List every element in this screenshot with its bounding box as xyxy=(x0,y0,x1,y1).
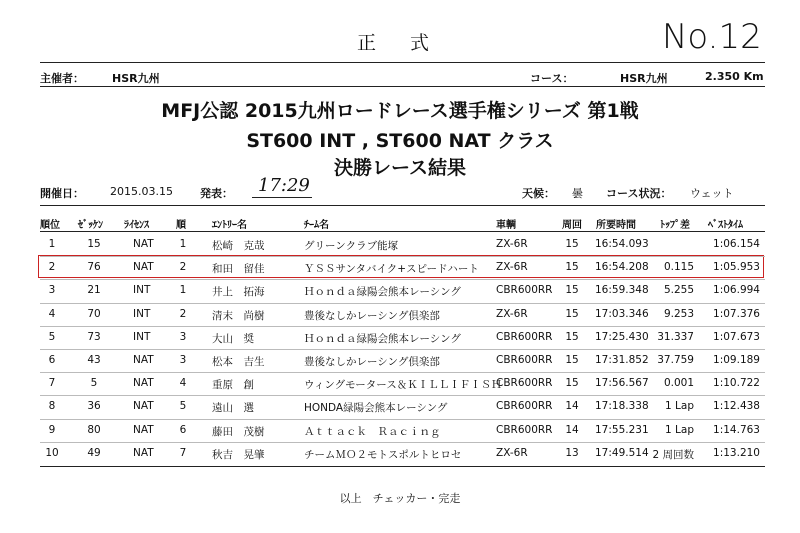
col-best-header: ﾍﾞｽﾄﾀｲﾑ xyxy=(708,220,743,231)
gap-cell: 31.337 xyxy=(657,330,694,343)
col-jun-header: 順 xyxy=(176,220,186,231)
total-time-cell: 16:54.208 xyxy=(595,261,649,274)
vehicle-cell: CBR600RR xyxy=(496,423,553,436)
announce-label: 発表： xyxy=(200,187,233,200)
bib-cell: 15 xyxy=(87,238,101,250)
col-time-header: 所要時間 xyxy=(596,220,636,231)
vehicle-cell: CBR600RR xyxy=(496,284,553,297)
best-time-cell: 1:07.376 xyxy=(713,307,760,320)
license-cell: NAT xyxy=(133,261,154,274)
team-cell: 豊後なしかレーシング倶楽部 xyxy=(304,309,440,322)
total-time-cell: 17:55.231 xyxy=(595,423,649,436)
table-row xyxy=(0,234,800,256)
gap-cell: 0.001 xyxy=(663,377,694,390)
position-cell: 6 xyxy=(48,354,56,366)
license-cell: INT xyxy=(133,307,151,320)
bib-cell: 36 xyxy=(87,400,101,413)
class-rank-cell: 6 xyxy=(179,423,187,436)
course-distance: 2.350 Km xyxy=(705,70,764,83)
vehicle-cell: CBR600RR xyxy=(496,400,553,413)
course-value: HSR九州 xyxy=(620,72,668,85)
total-time-cell: 17:31.852 xyxy=(595,354,649,366)
team-cell: グリーンクラブ能塚 xyxy=(304,240,399,252)
best-time-cell: 1:14.763 xyxy=(713,423,760,436)
team-cell: HONDA緑陽会熊本レーシング xyxy=(304,402,448,415)
position-cell: 2 xyxy=(48,261,56,274)
vehicle-cell: ZX-6R xyxy=(496,261,528,274)
best-time-cell: 1:13.210 xyxy=(713,446,760,459)
license-cell: NAT xyxy=(133,400,154,413)
position-cell: 1 xyxy=(48,238,56,250)
license-cell: NAT xyxy=(133,354,154,366)
vehicle-cell: CBR600RR xyxy=(496,377,553,390)
position-cell: 10 xyxy=(45,446,59,459)
table-row xyxy=(0,257,800,279)
laps-cell: 15 xyxy=(565,377,579,390)
table-row xyxy=(0,327,800,349)
total-time-cell: 16:59.348 xyxy=(595,284,649,297)
gap-cell: 1 Lap xyxy=(665,400,694,413)
class-rank-cell: 2 xyxy=(179,307,187,320)
laps-cell: 15 xyxy=(565,307,579,320)
best-time-cell: 1:05.953 xyxy=(713,261,760,274)
license-cell: NAT xyxy=(133,377,154,390)
organizer-value: HSR九州 xyxy=(112,72,160,85)
class-rank-cell: 1 xyxy=(179,238,187,250)
gap-cell: 5.255 xyxy=(663,284,694,297)
col-team-header: ﾁｰﾑ名 xyxy=(304,220,329,231)
entrant-cell: 大山 奨 xyxy=(212,332,254,345)
team-cell: ウィングモータース＆ＫＩＬＬＩＦＩＳＨ xyxy=(304,379,502,392)
best-time-cell: 1:07.673 xyxy=(713,330,760,343)
result-title: 決勝レース結果 xyxy=(333,157,467,179)
table-row xyxy=(0,396,800,418)
bib-cell: 70 xyxy=(87,307,101,320)
col-vehicle-header: 車輌 xyxy=(496,220,516,231)
laps-cell: 15 xyxy=(565,354,579,366)
gap-cell: 0.115 xyxy=(663,261,694,274)
laps-cell: 13 xyxy=(565,446,579,459)
event-title: MFJ公認 2015九州ロードレース選手権シリーズ 第1戦 xyxy=(161,100,639,122)
table-header-rule xyxy=(40,231,765,232)
announce-underline xyxy=(252,197,312,198)
class-rank-cell: 4 xyxy=(179,377,187,390)
total-time-cell: 17:03.346 xyxy=(595,307,649,320)
table-row xyxy=(0,304,800,326)
entrant-cell: 遠山 選 xyxy=(212,402,254,415)
weather-label: 天候： xyxy=(522,187,555,200)
position-cell: 5 xyxy=(48,330,56,343)
best-time-cell: 1:06.994 xyxy=(713,284,760,297)
table-row xyxy=(0,443,800,465)
bib-cell: 49 xyxy=(87,446,101,459)
laps-cell: 15 xyxy=(565,284,579,297)
col-entrant-header: ｴﾝﾄﾘｰ名 xyxy=(212,220,247,231)
team-cell: 豊後なしかレーシング倶楽部 xyxy=(304,356,440,368)
gap-cell: 2 周回数 xyxy=(652,448,694,461)
event-date: 2015.03.15 xyxy=(110,185,173,198)
class-rank-cell: 2 xyxy=(179,261,187,274)
announce-time-handwritten: 17:29 xyxy=(258,175,310,196)
class-rank-cell: 1 xyxy=(179,284,187,297)
best-time-cell: 1:10.722 xyxy=(713,377,760,390)
license-cell: INT xyxy=(133,284,151,297)
entrant-cell: 松本 吉生 xyxy=(212,356,265,368)
table-row xyxy=(0,373,800,395)
entrant-cell: 松崎 克哉 xyxy=(212,240,265,252)
footer-note: 以上 チェッカー・完走 xyxy=(339,492,461,505)
total-time-cell: 16:54.093 xyxy=(595,238,649,250)
document-status: 正 式 xyxy=(356,32,444,54)
team-cell: ＹＳＳサンタバイク+スピードハート xyxy=(304,263,479,276)
header-divider xyxy=(40,62,765,63)
best-time-cell: 1:06.154 xyxy=(713,238,760,250)
gap-cell: 9.253 xyxy=(663,307,694,320)
team-cell: Ａｔｔａｃｋ Ｒａｃｉｎｇ xyxy=(304,425,441,438)
col-license-header: ﾗｲｾﾝｽ xyxy=(124,220,149,231)
table-row xyxy=(0,350,800,372)
document-number: No.12 xyxy=(662,17,762,57)
table-row xyxy=(0,280,800,302)
total-time-cell: 17:56.567 xyxy=(595,377,649,390)
position-cell: 8 xyxy=(48,400,56,413)
entrant-cell: 和田 留佳 xyxy=(212,263,265,276)
table-top-rule xyxy=(40,205,765,206)
laps-cell: 14 xyxy=(565,423,579,436)
col-laps-header: 周回 xyxy=(562,220,582,231)
vehicle-cell: CBR600RR xyxy=(496,330,553,343)
date-label: 開催日： xyxy=(40,187,84,200)
condition-label: コース状況： xyxy=(606,187,672,200)
bib-cell: 73 xyxy=(87,330,101,343)
best-time-cell: 1:09.189 xyxy=(713,354,760,366)
entrant-cell: 秋吉 晃肇 xyxy=(212,448,265,461)
entrant-cell: 清末 尚樹 xyxy=(212,309,265,322)
organizer-label: 主催者： xyxy=(40,72,84,85)
class-rank-cell: 3 xyxy=(179,354,187,366)
table-row xyxy=(0,420,800,442)
bib-cell: 21 xyxy=(87,284,101,297)
bib-cell: 76 xyxy=(87,261,101,274)
bib-cell: 80 xyxy=(87,423,101,436)
laps-cell: 15 xyxy=(565,238,579,250)
best-time-cell: 1:12.438 xyxy=(713,400,760,413)
vehicle-cell: ZX-6R xyxy=(496,307,528,320)
bib-cell: 43 xyxy=(87,354,101,366)
laps-cell: 14 xyxy=(565,400,579,413)
entrant-cell: 藤田 茂樹 xyxy=(212,425,265,438)
class-rank-cell: 3 xyxy=(179,330,187,343)
license-cell: NAT xyxy=(133,423,154,436)
position-cell: 9 xyxy=(48,423,56,436)
team-cell: Ｈｏｎｄａ緑陽会熊本レーシング xyxy=(304,332,461,345)
total-time-cell: 17:25.430 xyxy=(595,330,649,343)
gap-cell: 1 Lap xyxy=(665,423,694,436)
vehicle-cell: ZX-6R xyxy=(496,446,528,459)
laps-cell: 15 xyxy=(565,261,579,274)
class-rank-cell: 5 xyxy=(179,400,187,413)
class-rank-cell: 7 xyxy=(179,446,187,459)
position-cell: 7 xyxy=(48,377,56,390)
bib-cell: 5 xyxy=(90,377,98,390)
team-cell: Ｈｏｎｄａ緑陽会熊本レーシング xyxy=(304,286,461,299)
col-bib-header: ｾﾞｯｹﾝ xyxy=(78,220,103,231)
license-cell: INT xyxy=(133,330,151,343)
team-cell: チームＭＯ２モトスポルトヒロセ xyxy=(304,448,462,461)
condition-value: ウェット xyxy=(690,187,734,200)
entrant-cell: 井上 拓海 xyxy=(212,286,265,299)
entrant-cell: 重原 創 xyxy=(212,379,254,392)
laps-cell: 15 xyxy=(565,330,579,343)
col-pos-header: 順位 xyxy=(40,220,60,231)
position-cell: 3 xyxy=(48,284,56,297)
total-time-cell: 17:18.338 xyxy=(595,400,649,413)
col-gap-header: ﾄｯﾌﾟ差 xyxy=(660,220,690,231)
gap-cell: 37.759 xyxy=(657,354,694,366)
meta-divider xyxy=(40,86,765,87)
position-cell: 4 xyxy=(48,307,56,320)
weather-value: 曇 xyxy=(572,187,583,200)
license-cell: NAT xyxy=(133,446,154,459)
total-time-cell: 17:49.514 xyxy=(595,446,649,459)
license-cell: NAT xyxy=(133,238,154,250)
vehicle-cell: ZX-6R xyxy=(496,238,528,250)
vehicle-cell: CBR600RR xyxy=(496,354,553,366)
course-label: コース： xyxy=(530,72,574,85)
table-bottom-rule xyxy=(40,466,765,467)
class-title: ST600 INT , ST600 NAT クラス xyxy=(246,130,554,152)
